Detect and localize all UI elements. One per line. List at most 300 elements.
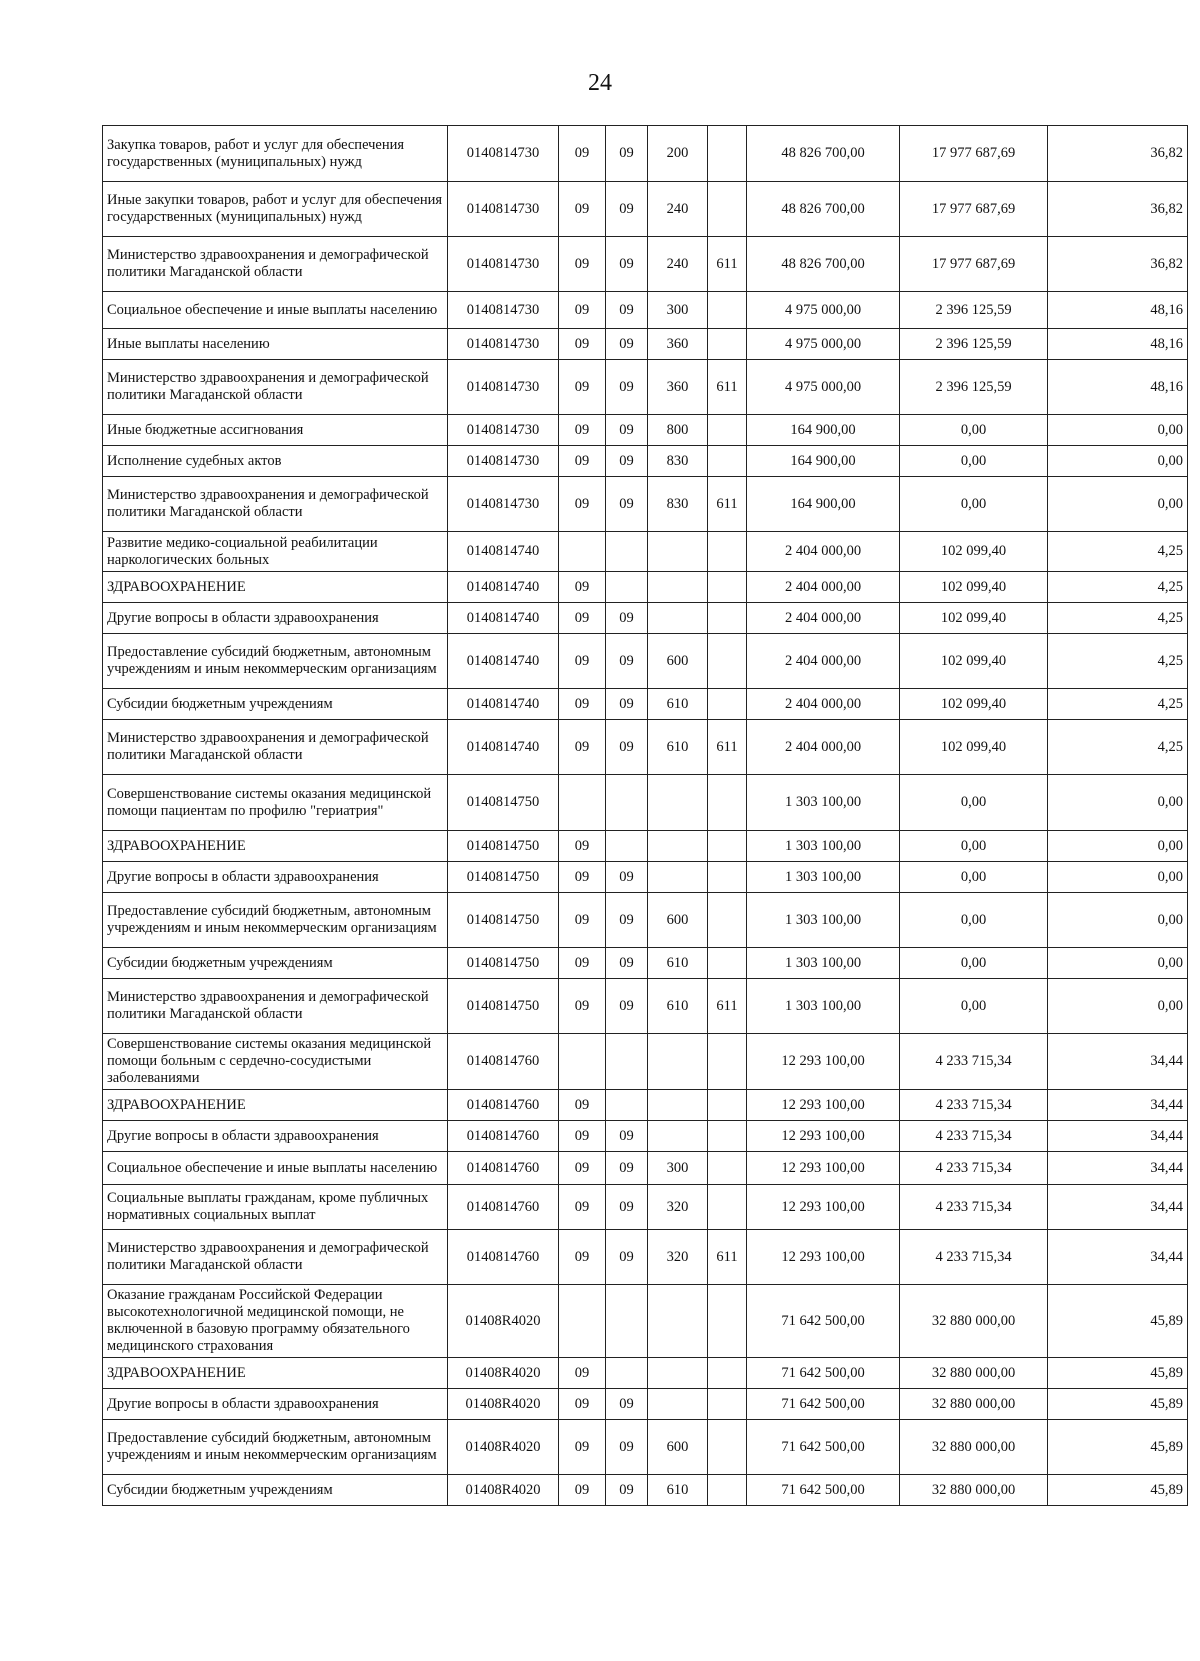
subsection-code xyxy=(606,775,648,831)
item-name: Развитие медико-социальной реабилитации наркологических больных xyxy=(103,532,448,572)
planned-amount: 12 293 100,00 xyxy=(747,1152,900,1185)
section-code: 09 xyxy=(559,360,606,415)
executed-amount: 102 099,40 xyxy=(900,720,1048,775)
expense-type-code xyxy=(648,1090,708,1121)
execution-percent: 45,89 xyxy=(1048,1389,1188,1420)
subsection-code: 09 xyxy=(606,1121,648,1152)
table-row xyxy=(103,634,1188,689)
planned-amount: 2 404 000,00 xyxy=(747,634,900,689)
table-row xyxy=(103,1475,1188,1506)
expense-type-code xyxy=(648,775,708,831)
expense-type-code: 240 xyxy=(648,237,708,292)
execution-percent: 4,25 xyxy=(1048,634,1188,689)
target-code: 0140814740 xyxy=(448,572,559,603)
execution-percent: 0,00 xyxy=(1048,979,1188,1034)
subsection-code: 09 xyxy=(606,948,648,979)
table-row xyxy=(103,603,1188,634)
planned-amount: 71 642 500,00 xyxy=(747,1420,900,1475)
item-name: Министерство здравоохранения и демографической политики Магаданской области xyxy=(103,237,448,292)
subsection-code: 09 xyxy=(606,1185,648,1230)
section-code: 09 xyxy=(559,1389,606,1420)
item-name: Совершенствование системы оказания медицинской помощи пациентам по профилю "гериатрия" xyxy=(103,775,448,831)
item-name: Субсидии бюджетным учреждениям xyxy=(103,948,448,979)
subsection-code: 09 xyxy=(606,634,648,689)
execution-percent: 48,16 xyxy=(1048,360,1188,415)
target-code: 0140814760 xyxy=(448,1090,559,1121)
section-code: 09 xyxy=(559,1152,606,1185)
execution-percent: 4,25 xyxy=(1048,572,1188,603)
planned-amount: 71 642 500,00 xyxy=(747,1358,900,1389)
expense-type-code: 800 xyxy=(648,415,708,446)
expense-type-code xyxy=(648,532,708,572)
subsection-code: 09 xyxy=(606,603,648,634)
planned-amount: 48 826 700,00 xyxy=(747,237,900,292)
expense-type-code xyxy=(648,1285,708,1358)
administrator-code xyxy=(708,1185,747,1230)
executed-amount: 0,00 xyxy=(900,415,1048,446)
execution-percent: 0,00 xyxy=(1048,948,1188,979)
executed-amount: 0,00 xyxy=(900,862,1048,893)
administrator-code xyxy=(708,292,747,329)
execution-percent: 0,00 xyxy=(1048,477,1188,532)
table-row xyxy=(103,1121,1188,1152)
executed-amount: 32 880 000,00 xyxy=(900,1420,1048,1475)
expense-type-code xyxy=(648,862,708,893)
item-name: ЗДРАВООХРАНЕНИЕ xyxy=(103,831,448,862)
administrator-code: 611 xyxy=(708,1230,747,1285)
section-code: 09 xyxy=(559,1230,606,1285)
administrator-code xyxy=(708,689,747,720)
executed-amount: 102 099,40 xyxy=(900,532,1048,572)
target-code: 0140814730 xyxy=(448,126,559,182)
executed-amount: 2 396 125,59 xyxy=(900,360,1048,415)
executed-amount: 102 099,40 xyxy=(900,603,1048,634)
execution-percent: 48,16 xyxy=(1048,292,1188,329)
execution-percent: 34,44 xyxy=(1048,1090,1188,1121)
target-code: 01408R4020 xyxy=(448,1285,559,1358)
target-code: 0140814750 xyxy=(448,862,559,893)
executed-amount: 17 977 687,69 xyxy=(900,237,1048,292)
target-code: 01408R4020 xyxy=(448,1420,559,1475)
administrator-code xyxy=(708,862,747,893)
planned-amount: 4 975 000,00 xyxy=(747,292,900,329)
executed-amount: 17 977 687,69 xyxy=(900,182,1048,237)
target-code: 0140814730 xyxy=(448,237,559,292)
expense-type-code: 610 xyxy=(648,948,708,979)
section-code: 09 xyxy=(559,329,606,360)
expense-type-code: 600 xyxy=(648,893,708,948)
administrator-code xyxy=(708,948,747,979)
item-name: Социальное обеспечение и иные выплаты населению xyxy=(103,1152,448,1185)
planned-amount: 1 303 100,00 xyxy=(747,893,900,948)
executed-amount: 0,00 xyxy=(900,446,1048,477)
executed-amount: 2 396 125,59 xyxy=(900,292,1048,329)
executed-amount: 17 977 687,69 xyxy=(900,126,1048,182)
target-code: 0140814730 xyxy=(448,360,559,415)
section-code: 09 xyxy=(559,893,606,948)
expense-type-code: 240 xyxy=(648,182,708,237)
table-row xyxy=(103,237,1188,292)
expense-type-code xyxy=(648,572,708,603)
administrator-code xyxy=(708,329,747,360)
item-name: Социальное обеспечение и иные выплаты населению xyxy=(103,292,448,329)
target-code: 0140814730 xyxy=(448,292,559,329)
expense-type-code: 610 xyxy=(648,979,708,1034)
execution-percent: 48,16 xyxy=(1048,329,1188,360)
execution-percent: 36,82 xyxy=(1048,126,1188,182)
item-name: Министерство здравоохранения и демографической политики Магаданской области xyxy=(103,360,448,415)
section-code: 09 xyxy=(559,1420,606,1475)
section-code: 09 xyxy=(559,292,606,329)
executed-amount: 4 233 715,34 xyxy=(900,1121,1048,1152)
planned-amount: 48 826 700,00 xyxy=(747,126,900,182)
execution-percent: 36,82 xyxy=(1048,237,1188,292)
table-row xyxy=(103,126,1188,182)
expense-type-code: 830 xyxy=(648,477,708,532)
planned-amount: 12 293 100,00 xyxy=(747,1121,900,1152)
executed-amount: 4 233 715,34 xyxy=(900,1152,1048,1185)
administrator-code xyxy=(708,831,747,862)
target-code: 01408R4020 xyxy=(448,1389,559,1420)
planned-amount: 2 404 000,00 xyxy=(747,572,900,603)
administrator-code xyxy=(708,775,747,831)
table-row xyxy=(103,862,1188,893)
item-name: Министерство здравоохранения и демографической политики Магаданской области xyxy=(103,979,448,1034)
table-row xyxy=(103,1152,1188,1185)
expense-type-code xyxy=(648,1358,708,1389)
execution-percent: 4,25 xyxy=(1048,689,1188,720)
table-row xyxy=(103,689,1188,720)
section-code: 09 xyxy=(559,126,606,182)
item-name: Исполнение судебных актов xyxy=(103,446,448,477)
administrator-code xyxy=(708,634,747,689)
administrator-code xyxy=(708,1090,747,1121)
table-row xyxy=(103,477,1188,532)
executed-amount: 4 233 715,34 xyxy=(900,1034,1048,1090)
item-name: Другие вопросы в области здравоохранения xyxy=(103,1121,448,1152)
administrator-code: 611 xyxy=(708,720,747,775)
target-code: 01408R4020 xyxy=(448,1475,559,1506)
section-code: 09 xyxy=(559,1185,606,1230)
planned-amount: 1 303 100,00 xyxy=(747,775,900,831)
subsection-code: 09 xyxy=(606,1420,648,1475)
executed-amount: 2 396 125,59 xyxy=(900,329,1048,360)
executed-amount: 32 880 000,00 xyxy=(900,1285,1048,1358)
item-name: Министерство здравоохранения и демографической политики Магаданской области xyxy=(103,477,448,532)
table-row xyxy=(103,292,1188,329)
target-code: 0140814760 xyxy=(448,1230,559,1285)
section-code: 09 xyxy=(559,603,606,634)
planned-amount: 4 975 000,00 xyxy=(747,329,900,360)
expense-type-code: 830 xyxy=(648,446,708,477)
administrator-code xyxy=(708,1389,747,1420)
administrator-code xyxy=(708,1358,747,1389)
administrator-code: 611 xyxy=(708,360,747,415)
execution-percent: 45,89 xyxy=(1048,1358,1188,1389)
target-code: 0140814730 xyxy=(448,477,559,532)
planned-amount: 2 404 000,00 xyxy=(747,720,900,775)
target-code: 0140814740 xyxy=(448,603,559,634)
section-code: 09 xyxy=(559,689,606,720)
administrator-code xyxy=(708,1034,747,1090)
section-code: 09 xyxy=(559,862,606,893)
subsection-code xyxy=(606,1285,648,1358)
section-code: 09 xyxy=(559,979,606,1034)
target-code: 0140814740 xyxy=(448,689,559,720)
item-name: Другие вопросы в области здравоохранения xyxy=(103,603,448,634)
target-code: 0140814730 xyxy=(448,415,559,446)
subsection-code: 09 xyxy=(606,126,648,182)
subsection-code: 09 xyxy=(606,1475,648,1506)
target-code: 0140814750 xyxy=(448,775,559,831)
expense-type-code: 360 xyxy=(648,360,708,415)
table-row xyxy=(103,979,1188,1034)
executed-amount: 0,00 xyxy=(900,948,1048,979)
planned-amount: 1 303 100,00 xyxy=(747,862,900,893)
subsection-code: 09 xyxy=(606,477,648,532)
administrator-code: 611 xyxy=(708,477,747,532)
table-row xyxy=(103,1034,1188,1090)
administrator-code xyxy=(708,415,747,446)
section-code: 09 xyxy=(559,1121,606,1152)
administrator-code xyxy=(708,603,747,634)
executed-amount: 0,00 xyxy=(900,775,1048,831)
subsection-code xyxy=(606,1090,648,1121)
target-code: 0140814750 xyxy=(448,893,559,948)
executed-amount: 102 099,40 xyxy=(900,689,1048,720)
execution-percent: 45,89 xyxy=(1048,1285,1188,1358)
subsection-code: 09 xyxy=(606,720,648,775)
section-code: 09 xyxy=(559,237,606,292)
section-code xyxy=(559,775,606,831)
table-row xyxy=(103,831,1188,862)
item-name: Субсидии бюджетным учреждениям xyxy=(103,1475,448,1506)
section-code: 09 xyxy=(559,1475,606,1506)
item-name: Предоставление субсидий бюджетным, автономным учреждениям и иным некоммерческим организациям xyxy=(103,634,448,689)
target-code: 0140814730 xyxy=(448,182,559,237)
executed-amount: 4 233 715,34 xyxy=(900,1230,1048,1285)
subsection-code: 09 xyxy=(606,446,648,477)
section-code xyxy=(559,532,606,572)
execution-percent: 45,89 xyxy=(1048,1420,1188,1475)
expense-type-code: 300 xyxy=(648,1152,708,1185)
planned-amount: 12 293 100,00 xyxy=(747,1185,900,1230)
subsection-code: 09 xyxy=(606,1389,648,1420)
expense-type-code: 300 xyxy=(648,292,708,329)
subsection-code: 09 xyxy=(606,1230,648,1285)
item-name: Предоставление субсидий бюджетным, автономным учреждениям и иным некоммерческим организациям xyxy=(103,1420,448,1475)
expense-type-code xyxy=(648,1121,708,1152)
item-name: Другие вопросы в области здравоохранения xyxy=(103,862,448,893)
section-code xyxy=(559,1034,606,1090)
section-code: 09 xyxy=(559,415,606,446)
expense-type-code xyxy=(648,1034,708,1090)
planned-amount: 71 642 500,00 xyxy=(747,1285,900,1358)
item-name: ЗДРАВООХРАНЕНИЕ xyxy=(103,572,448,603)
section-code: 09 xyxy=(559,634,606,689)
item-name: ЗДРАВООХРАНЕНИЕ xyxy=(103,1090,448,1121)
execution-percent: 0,00 xyxy=(1048,775,1188,831)
item-name: Министерство здравоохранения и демографической политики Магаданской области xyxy=(103,1230,448,1285)
subsection-code xyxy=(606,532,648,572)
planned-amount: 48 826 700,00 xyxy=(747,182,900,237)
table-row xyxy=(103,446,1188,477)
administrator-code xyxy=(708,893,747,948)
section-code: 09 xyxy=(559,720,606,775)
administrator-code xyxy=(708,446,747,477)
page-number: 24 xyxy=(588,70,612,96)
administrator-code: 611 xyxy=(708,979,747,1034)
item-name: Иные выплаты населению xyxy=(103,329,448,360)
administrator-code xyxy=(708,1121,747,1152)
executed-amount: 0,00 xyxy=(900,893,1048,948)
table-row xyxy=(103,532,1188,572)
subsection-code: 09 xyxy=(606,237,648,292)
expense-type-code xyxy=(648,831,708,862)
item-name: Министерство здравоохранения и демографической политики Магаданской области xyxy=(103,720,448,775)
table-row xyxy=(103,1358,1188,1389)
executed-amount: 0,00 xyxy=(900,477,1048,532)
planned-amount: 12 293 100,00 xyxy=(747,1090,900,1121)
expense-type-code: 600 xyxy=(648,1420,708,1475)
item-name: Оказание гражданам Российской Федерации высокотехнологичной медицинской помощи, не включенной в базовую программу обязательного медицинского страхования xyxy=(103,1285,448,1358)
section-code: 09 xyxy=(559,446,606,477)
subsection-code: 09 xyxy=(606,979,648,1034)
expense-type-code: 320 xyxy=(648,1230,708,1285)
table-row xyxy=(103,572,1188,603)
expense-type-code: 610 xyxy=(648,689,708,720)
table-row xyxy=(103,1420,1188,1475)
expense-type-code xyxy=(648,603,708,634)
execution-percent: 0,00 xyxy=(1048,893,1188,948)
administrator-code xyxy=(708,1152,747,1185)
target-code: 0140814750 xyxy=(448,979,559,1034)
table-row xyxy=(103,182,1188,237)
item-name: Социальные выплаты гражданам, кроме публичных нормативных социальных выплат xyxy=(103,1185,448,1230)
target-code: 0140814730 xyxy=(448,446,559,477)
execution-percent: 4,25 xyxy=(1048,532,1188,572)
table-row xyxy=(103,1090,1188,1121)
target-code: 0140814760 xyxy=(448,1152,559,1185)
expense-type-code: 600 xyxy=(648,634,708,689)
target-code: 0140814760 xyxy=(448,1121,559,1152)
execution-percent: 34,44 xyxy=(1048,1034,1188,1090)
planned-amount: 2 404 000,00 xyxy=(747,532,900,572)
administrator-code xyxy=(708,1420,747,1475)
target-code: 0140814760 xyxy=(448,1185,559,1230)
planned-amount: 2 404 000,00 xyxy=(747,689,900,720)
administrator-code xyxy=(708,1285,747,1358)
planned-amount: 71 642 500,00 xyxy=(747,1389,900,1420)
planned-amount: 1 303 100,00 xyxy=(747,948,900,979)
table-row xyxy=(103,775,1188,831)
executed-amount: 4 233 715,34 xyxy=(900,1090,1048,1121)
target-code: 0140814730 xyxy=(448,329,559,360)
target-code: 0140814750 xyxy=(448,948,559,979)
section-code: 09 xyxy=(559,948,606,979)
execution-percent: 4,25 xyxy=(1048,603,1188,634)
execution-percent: 34,44 xyxy=(1048,1152,1188,1185)
section-code: 09 xyxy=(559,1090,606,1121)
table-row xyxy=(103,1389,1188,1420)
table-row xyxy=(103,893,1188,948)
execution-percent: 34,44 xyxy=(1048,1230,1188,1285)
target-code: 0140814740 xyxy=(448,720,559,775)
execution-percent: 34,44 xyxy=(1048,1185,1188,1230)
subsection-code: 09 xyxy=(606,292,648,329)
subsection-code: 09 xyxy=(606,862,648,893)
section-code: 09 xyxy=(559,1358,606,1389)
table-row xyxy=(103,329,1188,360)
item-name: Иные закупки товаров, работ и услуг для обеспечения государственных (муниципальных) нужд xyxy=(103,182,448,237)
executed-amount: 32 880 000,00 xyxy=(900,1358,1048,1389)
subsection-code: 09 xyxy=(606,329,648,360)
planned-amount: 1 303 100,00 xyxy=(747,979,900,1034)
expense-type-code: 610 xyxy=(648,1475,708,1506)
target-code: 01408R4020 xyxy=(448,1358,559,1389)
section-code: 09 xyxy=(559,572,606,603)
executed-amount: 0,00 xyxy=(900,979,1048,1034)
executed-amount: 4 233 715,34 xyxy=(900,1185,1048,1230)
section-code: 09 xyxy=(559,182,606,237)
table-row xyxy=(103,1285,1188,1358)
planned-amount: 12 293 100,00 xyxy=(747,1034,900,1090)
administrator-code xyxy=(708,126,747,182)
planned-amount: 164 900,00 xyxy=(747,415,900,446)
subsection-code: 09 xyxy=(606,1152,648,1185)
item-name: Закупка товаров, работ и услуг для обеспечения государственных (муниципальных) нужд xyxy=(103,126,448,182)
administrator-code xyxy=(708,182,747,237)
administrator-code xyxy=(708,572,747,603)
execution-percent: 0,00 xyxy=(1048,862,1188,893)
table-row xyxy=(103,1230,1188,1285)
target-code: 0140814740 xyxy=(448,634,559,689)
subsection-code xyxy=(606,572,648,603)
planned-amount: 71 642 500,00 xyxy=(747,1475,900,1506)
section-code xyxy=(559,1285,606,1358)
execution-percent: 0,00 xyxy=(1048,831,1188,862)
table-row xyxy=(103,1185,1188,1230)
section-code: 09 xyxy=(559,477,606,532)
execution-percent: 4,25 xyxy=(1048,720,1188,775)
expense-type-code: 320 xyxy=(648,1185,708,1230)
planned-amount: 164 900,00 xyxy=(747,446,900,477)
expense-type-code xyxy=(648,1389,708,1420)
target-code: 0140814760 xyxy=(448,1034,559,1090)
expense-type-code: 360 xyxy=(648,329,708,360)
planned-amount: 12 293 100,00 xyxy=(747,1230,900,1285)
execution-percent: 45,89 xyxy=(1048,1475,1188,1506)
executed-amount: 0,00 xyxy=(900,831,1048,862)
executed-amount: 32 880 000,00 xyxy=(900,1389,1048,1420)
budget-table xyxy=(102,125,1188,1506)
subsection-code: 09 xyxy=(606,360,648,415)
planned-amount: 164 900,00 xyxy=(747,477,900,532)
table-row xyxy=(103,415,1188,446)
executed-amount: 102 099,40 xyxy=(900,572,1048,603)
administrator-code xyxy=(708,1475,747,1506)
planned-amount: 4 975 000,00 xyxy=(747,360,900,415)
subsection-code: 09 xyxy=(606,182,648,237)
subsection-code xyxy=(606,831,648,862)
expense-type-code: 610 xyxy=(648,720,708,775)
table-row xyxy=(103,360,1188,415)
subsection-code xyxy=(606,1034,648,1090)
item-name: Другие вопросы в области здравоохранения xyxy=(103,1389,448,1420)
item-name: Предоставление субсидий бюджетным, автономным учреждениям и иным некоммерческим организациям xyxy=(103,893,448,948)
administrator-code: 611 xyxy=(708,237,747,292)
execution-percent: 0,00 xyxy=(1048,446,1188,477)
